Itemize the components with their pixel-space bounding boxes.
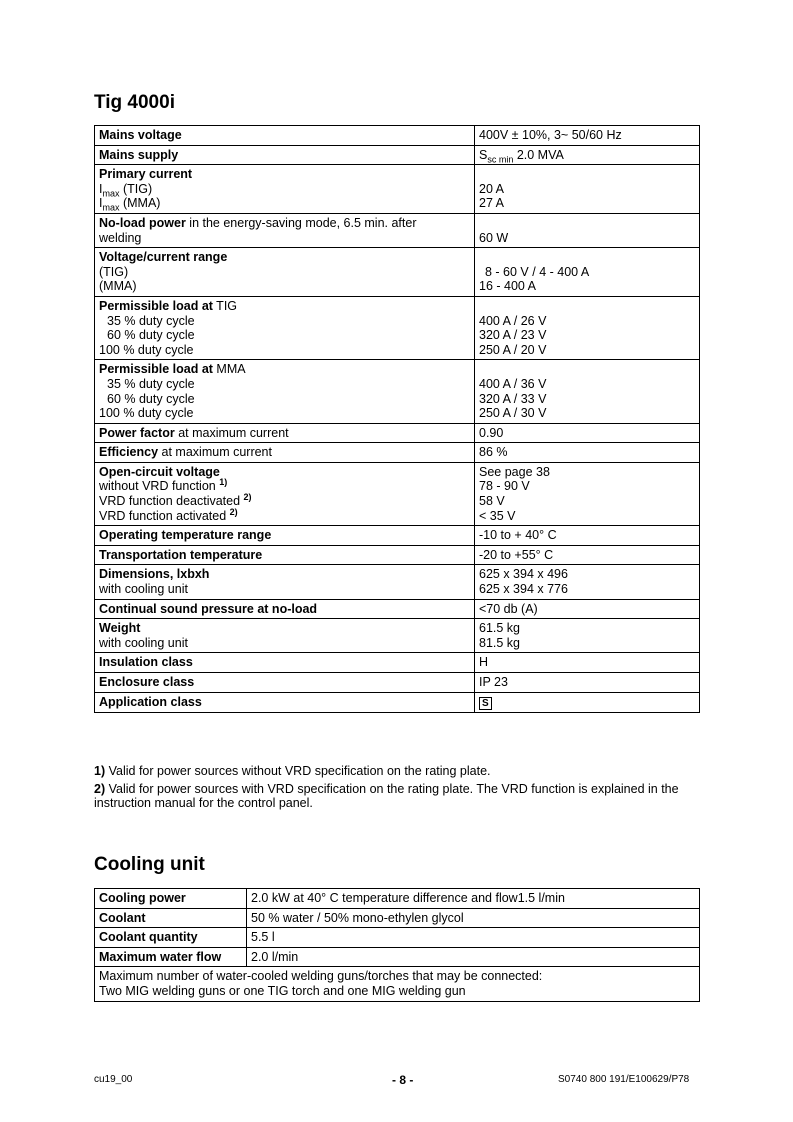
table-row: Cooling power 2.0 kW at 40° C temperature difference and flow1.5 l/min — [95, 889, 700, 909]
table-row: Primary current $I_{max}$ (TIG) $I_{max}$ (MMA) 20 A 27 A — [95, 165, 700, 214]
coolant-quantity-value: 5.5 l — [247, 928, 700, 948]
table-row: Permissible load at MMA 35 % duty cycle 60 % duty cycle 100 % duty cycle 400 A / 36 V 320 A / 33 V 250 A / 30 V — [95, 360, 700, 423]
application-class-symbol: S — [479, 697, 492, 710]
table-row: Operating temperature range -10 to + 40° C — [95, 526, 700, 546]
footnotes — [94, 764, 704, 814]
table-row — [95, 145, 700, 165]
efficiency-value: 86 % — [475, 443, 700, 463]
table-row: Open-circuit voltage without VRD function $^{1)}$ VRD function deactivated $^{2)}$ VRD function activated $^{2)}$ See page 38 78 - 90 V 58 V < 35 V — [95, 462, 700, 525]
table-row: Efficiency at maximum current 86 % — [95, 443, 700, 463]
table-row: Coolant quantity 5.5 l — [95, 928, 700, 948]
transport-temp-value: -20 to +55° C — [475, 545, 700, 565]
load-mma-value: 400 A / 36 V 320 A / 33 V 250 A / 30 V — [475, 360, 700, 423]
coolant-value: 50 % water / 50% mono-ethylen glycol — [247, 908, 700, 928]
load-tig-value: 400 A / 26 V 320 A / 23 V 250 A / 20 V — [475, 296, 700, 359]
footnote-2: 2) Valid for power sources with VRD specification on the rating plate. The VRD function is explained in the instruction manual for the control panel. — [94, 781, 679, 811]
page-number: - 8 - — [392, 1073, 414, 1087]
mains-supply-value: $S_{sc min}$ 2.0 MVA — [475, 145, 700, 165]
cooling-unit-table — [94, 888, 700, 1002]
sound-value: <70 db (A) — [475, 599, 700, 619]
table-row: Permissible load at TIG 35 % duty cycle 60 % duty cycle 100 % duty cycle 400 A / 26 V 320 A / 23 V 250 A / 20 V — [95, 296, 700, 359]
footer-doc-code: cu19_00 — [94, 1074, 133, 1085]
primary-current-value: 20 A 27 A — [475, 165, 700, 214]
dimensions-value: 625 x 394 x 496 625 x 394 x 776 — [475, 565, 700, 599]
primary-current-label: Primary current — [99, 167, 193, 182]
power-factor-value: 0.90 — [475, 423, 700, 443]
cooling-note: Maximum number of water-cooled welding guns/torches that may be connected: Two MIG welding guns or one TIG torch and one MIG welding gun — [95, 967, 700, 1001]
table-row: Coolant 50 % water / 50% mono-ethylen glycol — [95, 908, 700, 928]
enclosure-value: IP 23 — [475, 673, 700, 693]
page-title: Tig 4000i — [94, 92, 175, 113]
range-value: 8 - 60 V / 4 - 400 A 16 - 400 A — [475, 248, 700, 297]
op-temp-value: -10 to + 40° C — [475, 526, 700, 546]
no-load-power-value: 60 W — [475, 213, 700, 247]
table-row: Transportation temperature -20 to +55° C — [95, 545, 700, 565]
table-row: No-load power in the energy-saving mode, 6.5 min. after welding 60 W — [95, 213, 700, 247]
weight-value: 61.5 kg 81.5 kg — [475, 619, 700, 653]
table-row — [95, 967, 700, 1001]
cooling-unit-title: Cooling unit — [94, 854, 205, 875]
table-row: Power factor at maximum current 0.90 — [95, 423, 700, 443]
footer-ref: S0740 800 191/E100629/P78 — [558, 1074, 690, 1085]
footnote-1: 1) Valid for power sources without VRD specification on the rating plate. — [94, 764, 491, 778]
max-water-flow-value: 2.0 l/min — [247, 947, 700, 967]
table-row: Weight with cooling unit 61.5 kg 81.5 kg — [95, 619, 700, 653]
table-row: Dimensions, lxbxh with cooling unit 625 x 394 x 496 625 x 394 x 776 — [95, 565, 700, 599]
table-row: Voltage/current range (TIG) (MMA) 8 - 60 V / 4 - 400 A 16 - 400 A — [95, 248, 700, 297]
table-row: Continual sound pressure at no-load <70 db (A) — [95, 599, 700, 619]
mains-voltage-label: Mains voltage — [99, 128, 182, 142]
mains-voltage-value: 400V ± 10%, 3~ 50/60 Hz — [475, 126, 700, 146]
table-row: Maximum water flow 2.0 l/min — [95, 947, 700, 967]
cooling-power-value: 2.0 kW at 40° C temperature difference and flow1.5 l/min — [247, 889, 700, 909]
table-row: Insulation class H — [95, 653, 700, 673]
table-row: Enclosure class IP 23 — [95, 673, 700, 693]
insulation-value: H — [475, 653, 700, 673]
ocv-value: See page 38 78 - 90 V 58 V < 35 V — [475, 462, 700, 525]
mains-supply-label: Mains supply — [99, 147, 179, 162]
table-row — [95, 126, 700, 146]
table-row: Application class S — [95, 692, 700, 712]
technical-data-table — [94, 125, 700, 713]
